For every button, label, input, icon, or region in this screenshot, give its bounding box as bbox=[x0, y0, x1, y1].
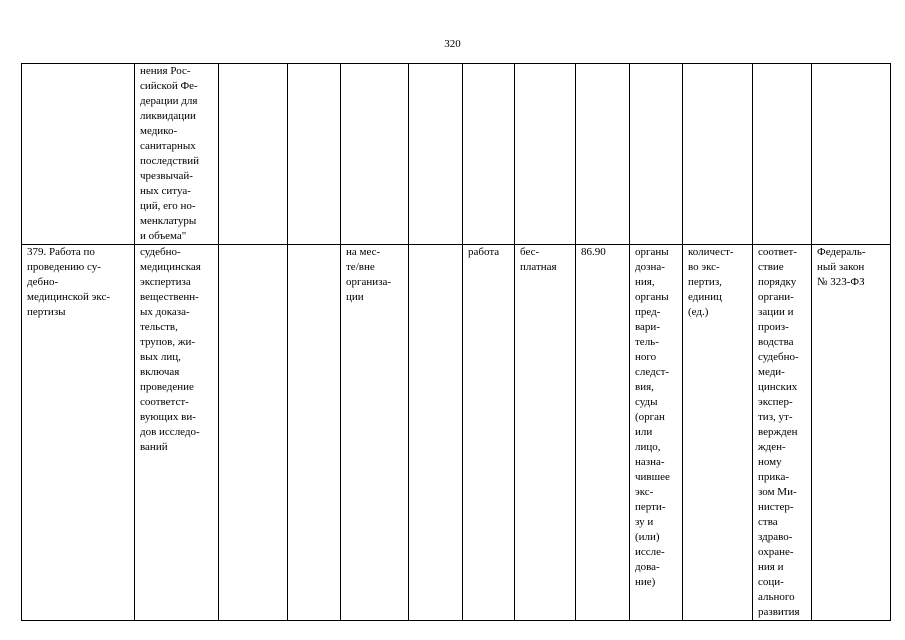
page-number: 320 bbox=[444, 38, 461, 50]
text-line: меди- bbox=[758, 366, 785, 378]
text-line: ых доказа- bbox=[140, 306, 190, 318]
text-line: (ед.) bbox=[688, 306, 709, 318]
text-line: ликвидации bbox=[140, 110, 196, 122]
cell bbox=[219, 64, 288, 245]
text-line: органи- bbox=[758, 291, 794, 303]
text-line: прика- bbox=[758, 471, 789, 483]
text-line: зу и bbox=[635, 516, 654, 528]
text-line: вия, bbox=[635, 381, 654, 393]
cell-type: работа bbox=[463, 245, 515, 621]
text-line: ций, его но- bbox=[140, 200, 196, 212]
table-row-379 bbox=[22, 245, 891, 621]
text-line: дова- bbox=[635, 561, 660, 573]
text-line: ния и bbox=[758, 561, 784, 573]
text-line: тель- bbox=[635, 336, 659, 348]
text-line: вых лиц, bbox=[140, 351, 181, 363]
text-line: вующих ви- bbox=[140, 411, 196, 423]
text-line: единиц bbox=[688, 291, 722, 303]
cell bbox=[341, 64, 409, 245]
text-line: дебно- bbox=[27, 276, 59, 288]
text-line: организа- bbox=[346, 276, 392, 288]
text-line: вержден bbox=[758, 426, 798, 438]
text-line: бес- bbox=[520, 246, 540, 258]
cell bbox=[288, 64, 341, 245]
cell-work-name bbox=[22, 245, 135, 621]
cell-empty bbox=[409, 245, 463, 621]
text-line: назна- bbox=[635, 456, 665, 468]
text-line: пертизы bbox=[27, 306, 66, 318]
text-line: развития bbox=[758, 606, 800, 618]
cell-okved: 86.90 bbox=[576, 245, 630, 621]
text-line: дозна- bbox=[635, 261, 665, 273]
cell-work-content bbox=[135, 245, 219, 621]
text-line: вари- bbox=[635, 321, 660, 333]
text-line: № 323-ФЗ bbox=[817, 276, 865, 288]
text-line: лицо, bbox=[635, 441, 661, 453]
text-line: (или) bbox=[635, 531, 660, 543]
text-line: органы bbox=[635, 246, 669, 258]
text-line: экспер- bbox=[758, 396, 793, 408]
cell-empty bbox=[219, 245, 288, 621]
text-line: ный закон bbox=[817, 261, 865, 273]
cell bbox=[630, 64, 683, 245]
cell-payment bbox=[515, 245, 576, 621]
text-line: водства bbox=[758, 336, 794, 348]
text-line: ции bbox=[346, 291, 364, 303]
text-line: следст- bbox=[635, 366, 670, 378]
cell-legal-basis bbox=[812, 245, 891, 621]
text-line: суды bbox=[635, 396, 658, 408]
text-line: платная bbox=[520, 261, 557, 273]
text-line: чившее bbox=[635, 471, 670, 483]
text-line: судебно- bbox=[140, 246, 181, 258]
text-line: проведение bbox=[140, 381, 194, 393]
text-line: дов исследо- bbox=[140, 426, 200, 438]
text-line: или bbox=[635, 426, 653, 438]
text-line: сийской Фе- bbox=[140, 80, 198, 92]
text-line: на мес- bbox=[346, 246, 381, 258]
text-line: ных ситуа- bbox=[140, 185, 191, 197]
text-line: Федераль- bbox=[817, 246, 866, 258]
text-line: пертиз, bbox=[688, 276, 722, 288]
cell bbox=[576, 64, 630, 245]
text-line: чрезвычай- bbox=[140, 170, 193, 182]
text-line: последствий bbox=[140, 155, 200, 167]
text-line: трупов, жи- bbox=[140, 336, 196, 348]
text-line: медико- bbox=[140, 125, 178, 137]
text-line: медицинской экс- bbox=[27, 291, 110, 303]
text-line: те/вне bbox=[346, 261, 375, 273]
table-row-continuation bbox=[22, 64, 891, 245]
text-line: вещественн- bbox=[140, 291, 199, 303]
text-line: зации и bbox=[758, 306, 794, 318]
text-line: 379. Работа по bbox=[27, 246, 95, 258]
text-line: цинских bbox=[758, 381, 798, 393]
text-line: санитарных bbox=[140, 140, 196, 152]
text-line: ства bbox=[758, 516, 778, 528]
text-line: иссле- bbox=[635, 546, 665, 558]
text-line: ному bbox=[758, 456, 782, 468]
text-line: ствие bbox=[758, 261, 784, 273]
text-line: перти- bbox=[635, 501, 666, 513]
cell bbox=[22, 64, 135, 245]
registry-table bbox=[21, 63, 891, 621]
text-line: тельств, bbox=[140, 321, 178, 333]
text-line: проведению су- bbox=[27, 261, 101, 273]
text-line: ваний bbox=[140, 441, 168, 453]
cell bbox=[812, 64, 891, 245]
text-line: органы bbox=[635, 291, 669, 303]
text-line: соответ- bbox=[758, 246, 798, 258]
text-line: произ- bbox=[758, 321, 789, 333]
text-line: жден- bbox=[758, 441, 786, 453]
cell bbox=[409, 64, 463, 245]
cell bbox=[515, 64, 576, 245]
text-line: порядку bbox=[758, 276, 797, 288]
text-line: ного bbox=[635, 351, 657, 363]
text-line: нения Рос- bbox=[140, 65, 191, 77]
cell bbox=[463, 64, 515, 245]
text-line: и объема" bbox=[140, 230, 187, 242]
cell bbox=[683, 64, 753, 245]
text-line: (орган bbox=[635, 411, 665, 423]
text-line: пред- bbox=[635, 306, 661, 318]
cell bbox=[753, 64, 812, 245]
cell-quality-indicator bbox=[753, 245, 812, 621]
cell-place bbox=[341, 245, 409, 621]
text-line: во экс- bbox=[688, 261, 720, 273]
text-line: количест- bbox=[688, 246, 734, 258]
text-line: включая bbox=[140, 366, 180, 378]
cell-description-continuation bbox=[135, 64, 219, 245]
text-line: зом Ми- bbox=[758, 486, 797, 498]
cell-consumers bbox=[630, 245, 683, 621]
text-line: здраво- bbox=[758, 531, 793, 543]
text-line: ального bbox=[758, 591, 795, 603]
text-line: соци- bbox=[758, 576, 784, 588]
text-line: дерации для bbox=[140, 95, 198, 107]
text-line: ния, bbox=[635, 276, 655, 288]
text-line: медицинская bbox=[140, 261, 201, 273]
text-line: экспертиза bbox=[140, 276, 191, 288]
text-line: менклатуры bbox=[140, 215, 197, 227]
text-line: нистер- bbox=[758, 501, 794, 513]
text-line: соответст- bbox=[140, 396, 189, 408]
text-line: ние) bbox=[635, 576, 656, 588]
text-line: экс- bbox=[635, 486, 654, 498]
text-line: охране- bbox=[758, 546, 794, 558]
cell-empty bbox=[288, 245, 341, 621]
text-line: тиз, ут- bbox=[758, 411, 793, 423]
text-line: судебно- bbox=[758, 351, 799, 363]
cell-volume-indicator bbox=[683, 245, 753, 621]
